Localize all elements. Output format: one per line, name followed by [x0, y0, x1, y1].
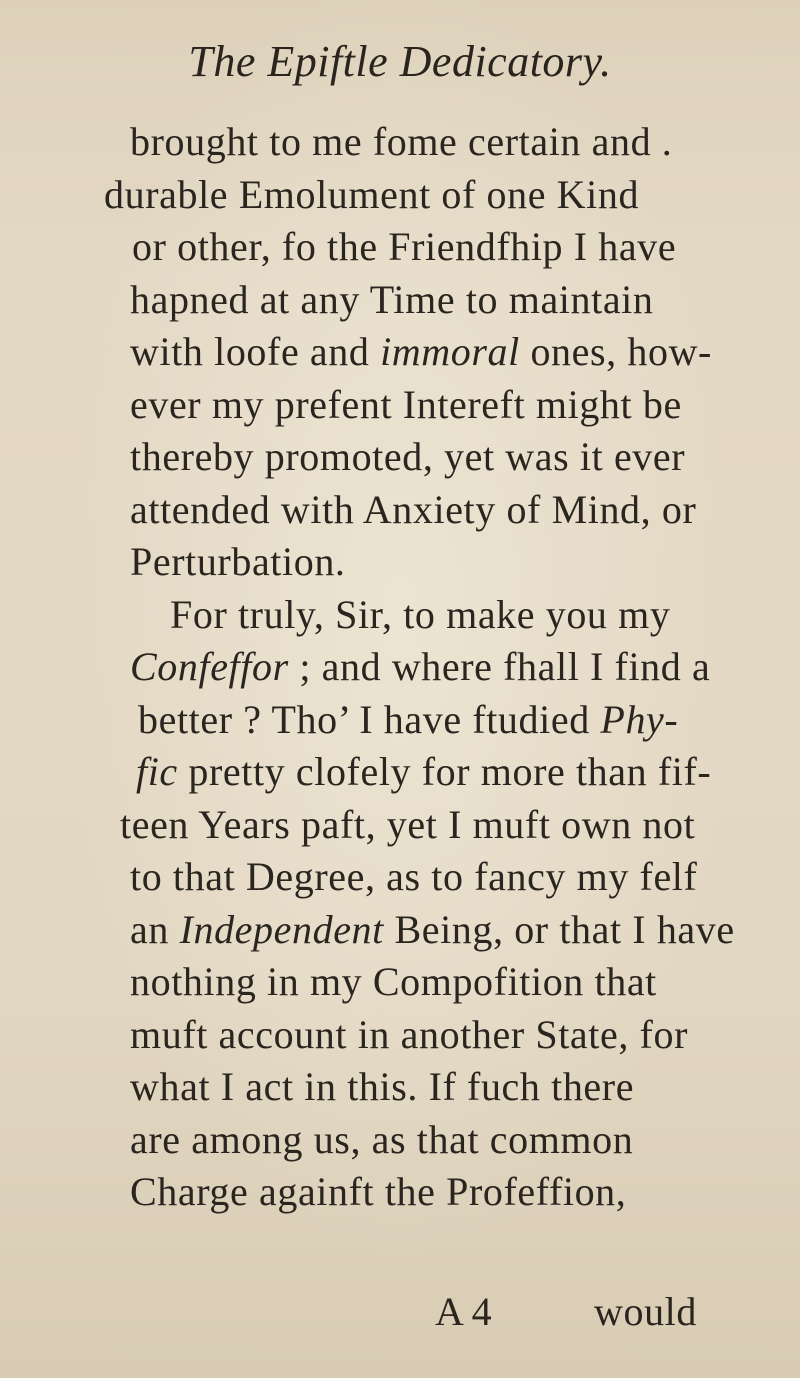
text-line	[130, 538, 346, 586]
text-line	[136, 748, 711, 796]
signature-mark: A 4	[435, 1289, 492, 1334]
text-line	[130, 853, 697, 901]
text-run: ever my prefent Intereft might be	[130, 381, 682, 427]
text-line	[130, 1063, 634, 1111]
catchword: would	[594, 1289, 697, 1334]
text-run: with loofe and	[130, 329, 381, 374]
text-line	[130, 643, 710, 691]
text-run: Being, or that I have	[383, 906, 735, 952]
text-line	[130, 328, 712, 376]
text-run: brought to me fome certain and .	[130, 119, 673, 164]
text-run: For truly, Sir, to make you my	[170, 591, 671, 637]
text-run: better ? Tho’ I have ftudied	[138, 696, 601, 742]
text-line	[130, 906, 735, 954]
text-line	[130, 118, 672, 166]
text-line	[104, 171, 639, 219]
text-run: or other, fo the Friendfhip I have	[132, 224, 677, 269]
text-run: attended with Anxiety of Mind, or	[130, 486, 697, 532]
text-line	[130, 958, 657, 1006]
text-line	[138, 696, 678, 744]
text-line	[130, 433, 685, 481]
italic-word: Independent	[179, 906, 384, 952]
running-title: The Epiftle Dedicatory.	[188, 37, 612, 86]
italic-word: fic	[136, 749, 178, 794]
text-line	[120, 801, 695, 849]
text-run: Charge againft the Profeffion,	[130, 1169, 627, 1214]
text-run: Perturbation.	[130, 539, 346, 584]
text-line	[130, 276, 654, 324]
text-line	[130, 486, 696, 534]
text-line	[130, 1168, 626, 1216]
text-run: pretty clofely for more than fif-	[177, 749, 712, 794]
text-line	[130, 1011, 688, 1059]
text-line	[132, 223, 676, 271]
italic-word: immoral	[380, 329, 520, 374]
italic-word: Confeffor	[130, 644, 289, 689]
text-run: are among us, as that common	[130, 1116, 634, 1162]
text-run: what I act in this. If fuch there	[130, 1064, 635, 1109]
text-run: thereby promoted, yet was it ever	[130, 434, 686, 479]
text-run: to that Degree, as to fancy my felf	[130, 854, 698, 899]
text-run: nothing in my Compofition that	[130, 959, 657, 1004]
text-run: ones, how-	[519, 329, 712, 374]
text-run: teen Years paft, yet I muft own not	[120, 801, 696, 847]
text-run: muft account in another State, for	[130, 1011, 688, 1057]
text-line	[130, 1116, 633, 1164]
text-line	[170, 591, 670, 639]
text-line	[130, 381, 682, 429]
page-footer	[0, 1288, 800, 1336]
italic-word: Phy-	[600, 696, 679, 742]
text-run: ; and where fhall I find a	[288, 644, 711, 689]
text-run: durable Emolument of one Kind	[104, 171, 640, 217]
text-run: an	[130, 906, 180, 952]
text-run: hapned at any Time to maintain	[130, 276, 654, 322]
